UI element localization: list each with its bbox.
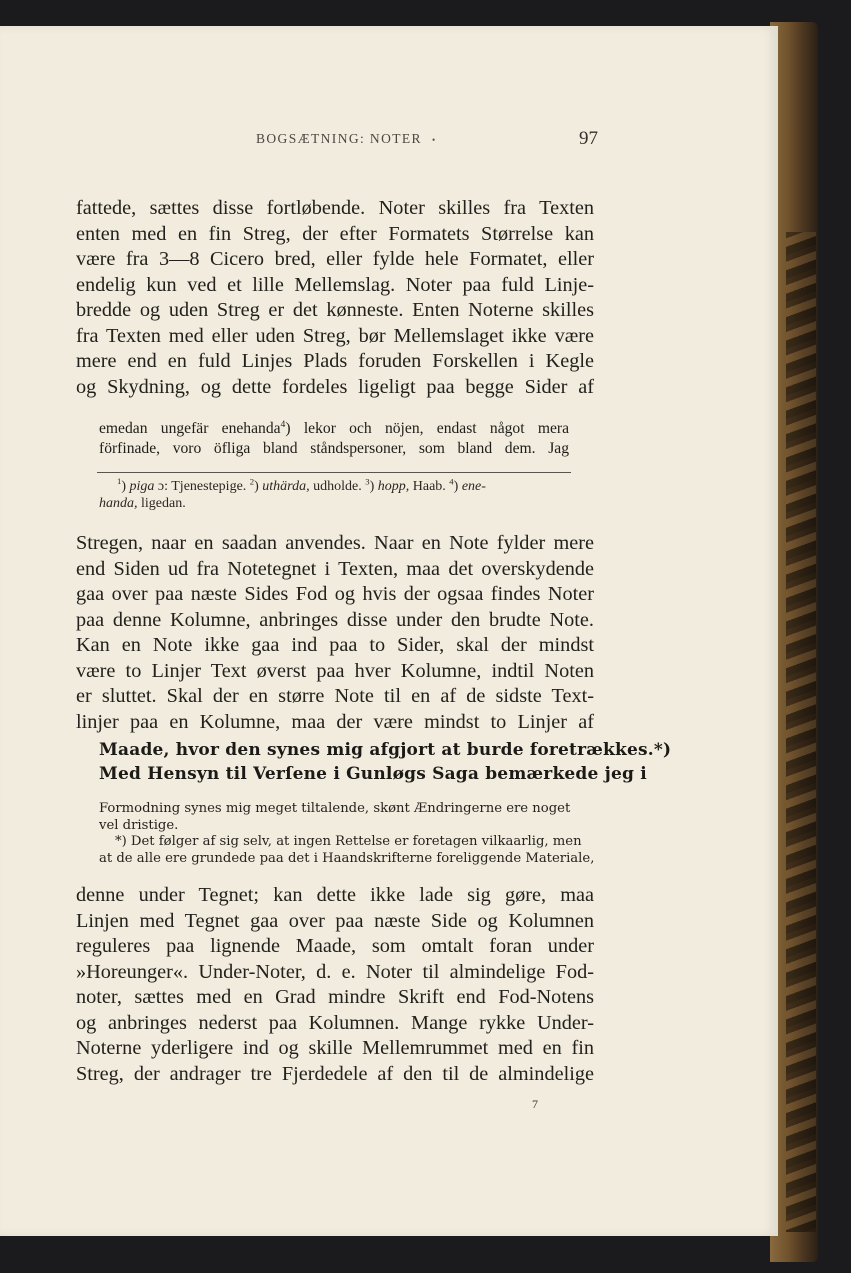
text-line: fattede, sættes disse fortløbende. Noter skilles fra Texten — [76, 197, 594, 219]
text-line: mere end en fuld Linjes Plads foruden Forskellen i Kegle — [76, 350, 594, 372]
text-line: Noterne yderligere ind og skille Mellemrummet med en fin — [76, 1037, 594, 1059]
footnote-word: hopp, — [377, 479, 410, 494]
note-number: 4 — [449, 476, 454, 487]
sample-fragment: ) lekor och nöjen, endast något mera — [285, 420, 569, 437]
sample-fragment: emedan ungefär enehanda — [99, 420, 281, 437]
text-line: denne under Tegnet; kan dette ikke lade sig gøre, maa — [76, 884, 594, 906]
footnote-word: piga — [129, 479, 155, 494]
sample-line: Med Hensyn til Verſene i Gunløgs Saga bemærkede jeg i — [99, 763, 647, 784]
text-line: endelig kun ved et lille Mellemslag. Noter paa fuld Linje- — [76, 273, 594, 296]
text-line: være to Linjer Text øverst paa hver Kolumne, indtil Noten — [76, 659, 594, 682]
footnote-gloss: ligedan. — [137, 495, 186, 511]
sample-line: Maade, hvor den synes mig afgjort at burde foretrækkes.*) — [99, 740, 672, 760]
text-line: Streg, der andrager tre Fjerdedele af den til de almindelige — [76, 1062, 594, 1085]
running-head-title: BOGSÆTNING: NOTER — [256, 131, 422, 146]
text-line: end Siden ud fra Notetegnet i Texten, maa det overskydende — [76, 557, 594, 580]
text-line: Stregen, naar en saadan anvendes. Naar en Note fylder mere — [76, 532, 594, 554]
footnote-word: ene- — [461, 479, 486, 494]
text-line: gaa over paa næste Sides Fod og hvis der ogsaa findes Noter — [76, 583, 594, 605]
footnote-rule — [97, 472, 571, 473]
fraktur-sample-text — [99, 739, 672, 786]
paragraph-3 — [76, 883, 594, 1087]
footnote-gloss: ɔ: Tjenestepige. — [154, 479, 250, 494]
text-line: fra Texten med eller uden Streg, bør Mellemslaget ikke være — [76, 324, 594, 347]
sample-line — [99, 419, 569, 439]
text-line: være fra 3—8 Cicero bred, eller fylde hele Formatet, eller — [76, 248, 594, 270]
footnote-line: *) Det følger af sig selv, at ingen Rettelse er foretagen vilkaarlig, men — [115, 834, 582, 849]
text-line: er sluttet. Skal der en større Note til en af de sidste Text- — [76, 685, 594, 707]
text-line: linjer paa en Kolumne, maa der være mindst to Linjer af — [76, 710, 594, 733]
footnote-line: vel dristige. — [99, 817, 179, 833]
footnote-line: at de alle ere grundede paa det i Haandskrifterne foreliggende Materiale, — [99, 850, 595, 866]
marbled-edge — [786, 232, 816, 1232]
running-head — [256, 128, 602, 149]
text-line: enten med en fin Streg, der efter Formatets Størrelse kan — [76, 222, 594, 245]
text-line: og anbringes nederst paa Kolumnen. Mange rykke Under- — [76, 1011, 594, 1034]
text-line: Kan en Note ikke gaa ind paa to Sider, skal der mindst — [76, 634, 594, 656]
footnote-gloss: udholde. — [309, 479, 366, 494]
running-head-bullet: • — [431, 134, 437, 145]
note-number: 1 — [117, 476, 122, 487]
paragraph-1 — [76, 196, 594, 400]
footnote-word: handa, — [99, 495, 138, 511]
note-mark: 4 — [280, 418, 286, 430]
text-line: bredde og uden Streg er det kønneste. Enten Noterne skilles — [76, 299, 594, 321]
text-line: og Skydning, og dette fordeles ligeligt paa begge Sider af — [76, 375, 594, 398]
text-line: noter, sættes med en Grad mindre Skrift end Fod-Notens — [76, 986, 594, 1008]
note-number: 3 — [365, 476, 370, 487]
swedish-sample-text — [99, 419, 569, 459]
text-line: reguleres paa lignende Maade, som omtalt foran under — [76, 935, 594, 957]
sample-footnote — [99, 476, 569, 512]
footnote-line — [99, 496, 569, 513]
footnote-line: Formodning synes mig meget tiltalende, skønt Ændringerne ere noget — [99, 801, 571, 816]
page-number: 97 — [579, 128, 598, 149]
text-line: Linjen med Tegnet gaa over paa næste Side og Kolumnen — [76, 909, 594, 932]
footnote-gloss: Haab. — [409, 479, 450, 494]
signature-mark: 7 — [532, 1097, 538, 1111]
sample-line: förfinade, voro öfliga bland ståndspersoner, som bland dem. Jag — [99, 440, 569, 457]
note-number: 2 — [249, 476, 255, 487]
text-line: paa denne Kolumne, anbringes disse under den brudte Note. — [76, 608, 594, 631]
footnote-line: $^1$) piga ɔ: Tjenestepige. $^2$) uthärda, udholde. $^3$) hopp, Haab. $^4$) ene- — [117, 476, 486, 494]
footnote-word: uthärda, — [262, 479, 310, 494]
fraktur-footnote — [99, 801, 595, 867]
text-line: »Horeunger«. Under-Noter, d. e. Noter til almindelige Fod- — [76, 960, 594, 983]
paragraph-2 — [76, 531, 594, 735]
